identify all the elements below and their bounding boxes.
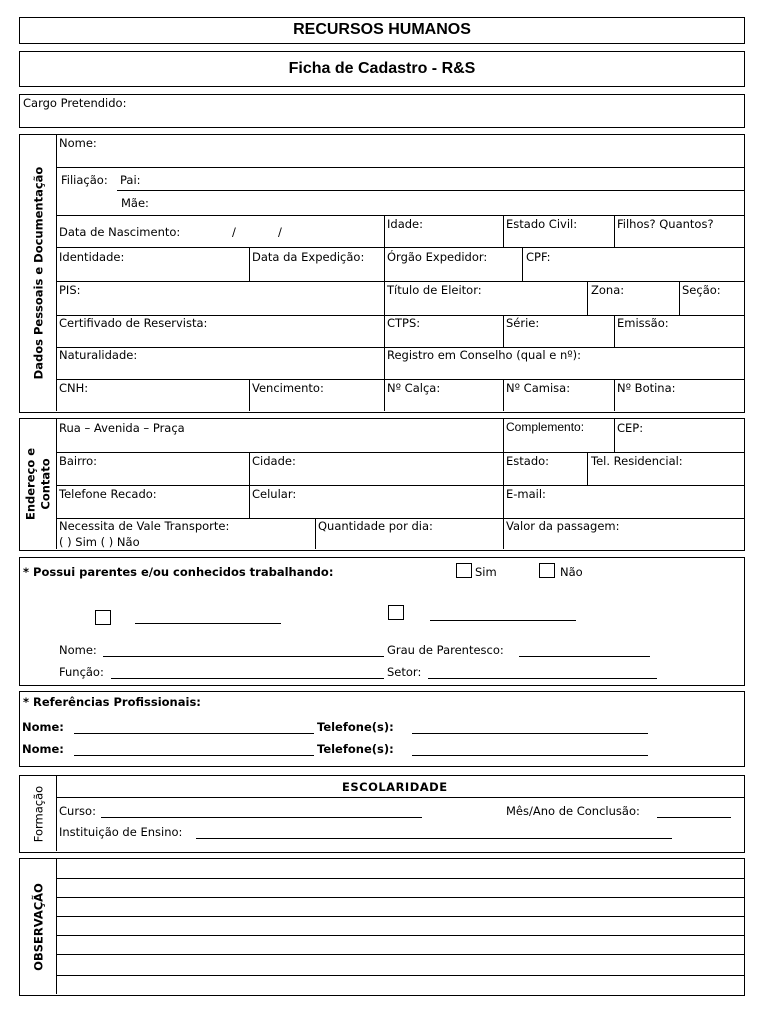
address-section-label-2: Contato <box>38 458 53 510</box>
email-label[interactable]: E-mail: <box>506 487 546 501</box>
relatives-sim-label: Sim <box>475 565 497 579</box>
complemento-label[interactable]: Complemento: <box>506 420 585 434</box>
address-section-label-1: Endereço e <box>23 447 38 521</box>
observation-section-label: OBSERVAÇÃO <box>31 883 46 971</box>
cidade-label[interactable]: Cidade: <box>252 454 296 468</box>
relatives-sim-checkbox[interactable] <box>456 563 472 578</box>
references-title: * Referências Profissionais: <box>23 695 201 709</box>
relatives-option-checkbox-1[interactable] <box>95 610 111 625</box>
education-section-label: Formação <box>31 785 46 843</box>
estado-label[interactable]: Estado: <box>506 454 550 468</box>
ctps-label[interactable]: CTPS: <box>387 316 421 330</box>
references-section <box>19 691 745 767</box>
instituicao-label: Instituição de Ensino: <box>59 825 183 839</box>
curso-label: Curso: <box>59 804 96 818</box>
cnh-label[interactable]: CNH: <box>59 381 89 395</box>
reference-1-nome-line[interactable] <box>74 733 314 734</box>
botina-label[interactable]: Nº Botina: <box>617 381 676 395</box>
relatives-grau-label: Grau de Parentesco: <box>387 643 504 657</box>
reference-2-nome-line[interactable] <box>74 755 314 756</box>
zona-label[interactable]: Zona: <box>591 283 625 297</box>
nascimento-sep-1: / <box>232 225 236 239</box>
estado-civil-label[interactable]: Estado Civil: <box>506 217 578 231</box>
relatives-option-line-1[interactable] <box>135 623 281 624</box>
relatives-funcao-line[interactable] <box>111 678 384 679</box>
education-title: ESCOLARIDADE <box>342 780 448 794</box>
nascimento-label[interactable]: Data de Nascimento: <box>59 225 181 239</box>
relatives-nao-label: Não <box>560 565 583 579</box>
education-section <box>19 775 745 853</box>
observation-section <box>19 858 745 996</box>
nome-label[interactable]: Nome: <box>59 136 97 150</box>
instituicao-line[interactable] <box>196 838 672 839</box>
reference-1-telefone-label: Telefone(s): <box>317 720 394 734</box>
header-department-box <box>19 17 745 44</box>
relatives-grau-line[interactable] <box>519 656 650 657</box>
vale-transporte-label: Necessita de Vale Transporte: <box>59 519 230 533</box>
cep-label[interactable]: CEP: <box>617 421 644 435</box>
quantidade-dia-label[interactable]: Quantidade por dia: <box>318 519 433 533</box>
cargo-label: Cargo Pretendido: <box>23 96 127 110</box>
serie-label[interactable]: Série: <box>506 316 540 330</box>
relatives-setor-label: Setor: <box>387 665 422 679</box>
conclusao-label: Mês/Ano de Conclusão: <box>506 804 640 818</box>
registro-conselho-label[interactable]: Registro em Conselho (qual e nº): <box>387 348 582 362</box>
reference-2-telefone-label: Telefone(s): <box>317 742 394 756</box>
data-expedicao-label[interactable]: Data da Expedição: <box>252 250 365 264</box>
mae-label[interactable]: Mãe: <box>121 196 149 210</box>
relatives-option-line-2[interactable] <box>430 620 576 621</box>
idade-label[interactable]: Idade: <box>387 217 423 231</box>
bairro-label[interactable]: Bairro: <box>59 454 98 468</box>
relatives-question: * Possui parentes e/ou conhecidos trabalhando: <box>23 565 334 579</box>
observation-line-6[interactable] <box>56 975 744 976</box>
relatives-nome-line[interactable] <box>103 656 384 657</box>
relatives-section <box>19 557 745 686</box>
secao-label[interactable]: Seção: <box>682 283 721 297</box>
calca-label[interactable]: Nº Calça: <box>387 381 441 395</box>
reservista-label[interactable]: Certifivado de Reservista: <box>59 316 208 330</box>
header-form-title-box <box>19 51 745 87</box>
valor-passagem-label[interactable]: Valor da passagem: <box>506 519 620 533</box>
camisa-label[interactable]: Nº Camisa: <box>506 381 571 395</box>
emissao-label[interactable]: Emissão: <box>617 316 669 330</box>
orgao-expedidor-label[interactable]: Órgão Expedidor: <box>387 250 488 264</box>
filhos-label[interactable]: Filhos? Quantos? <box>617 217 714 231</box>
titulo-eleitor-label[interactable]: Título de Eleitor: <box>387 283 482 297</box>
observation-line-4[interactable] <box>56 935 744 936</box>
vencimento-label[interactable]: Vencimento: <box>252 381 324 395</box>
relatives-nome-label: Nome: <box>59 643 97 657</box>
header-department: RECURSOS HUMANOS <box>293 21 471 38</box>
reference-1-nome-label: Nome: <box>22 720 64 734</box>
cargo-box <box>19 94 745 128</box>
curso-line[interactable] <box>101 817 422 818</box>
tel-residencial-label[interactable]: Tel. Residencial: <box>591 454 683 468</box>
tel-recado-label[interactable]: Telefone Recado: <box>59 487 157 501</box>
observation-line-3[interactable] <box>56 916 744 917</box>
cpf-label[interactable]: CPF: <box>526 250 551 264</box>
relatives-nao-checkbox[interactable] <box>539 563 555 578</box>
reference-2-telefone-line[interactable] <box>412 755 648 756</box>
nascimento-sep-2: / <box>278 225 282 239</box>
naturalidade-label[interactable]: Naturalidade: <box>59 348 138 362</box>
address-section <box>19 418 745 551</box>
pis-label[interactable]: PIS: <box>59 283 81 297</box>
observation-line-2[interactable] <box>56 897 744 898</box>
relatives-option-checkbox-2[interactable] <box>388 605 404 620</box>
observation-line-5[interactable] <box>56 954 744 955</box>
vale-transporte-options[interactable]: ( ) Sim ( ) Não <box>59 535 140 549</box>
personal-section <box>19 134 745 413</box>
reference-1-telefone-line[interactable] <box>412 733 648 734</box>
pai-label[interactable]: Pai: <box>120 173 141 187</box>
reference-2-nome-label: Nome: <box>22 742 64 756</box>
observation-line-1[interactable] <box>56 878 744 879</box>
filiacao-label: Filiação: <box>61 173 108 187</box>
personal-section-label: Dados Pessoais e Documentação <box>31 166 46 380</box>
form-title: Ficha de Cadastro - R&S <box>288 60 476 77</box>
celular-label[interactable]: Celular: <box>252 487 297 501</box>
identidade-label[interactable]: Identidade: <box>59 250 125 264</box>
relatives-setor-line[interactable] <box>428 678 657 679</box>
relatives-funcao-label: Função: <box>59 665 104 679</box>
rua-label[interactable]: Rua – Avenida – Praça <box>59 421 185 435</box>
conclusao-line[interactable] <box>657 817 731 818</box>
